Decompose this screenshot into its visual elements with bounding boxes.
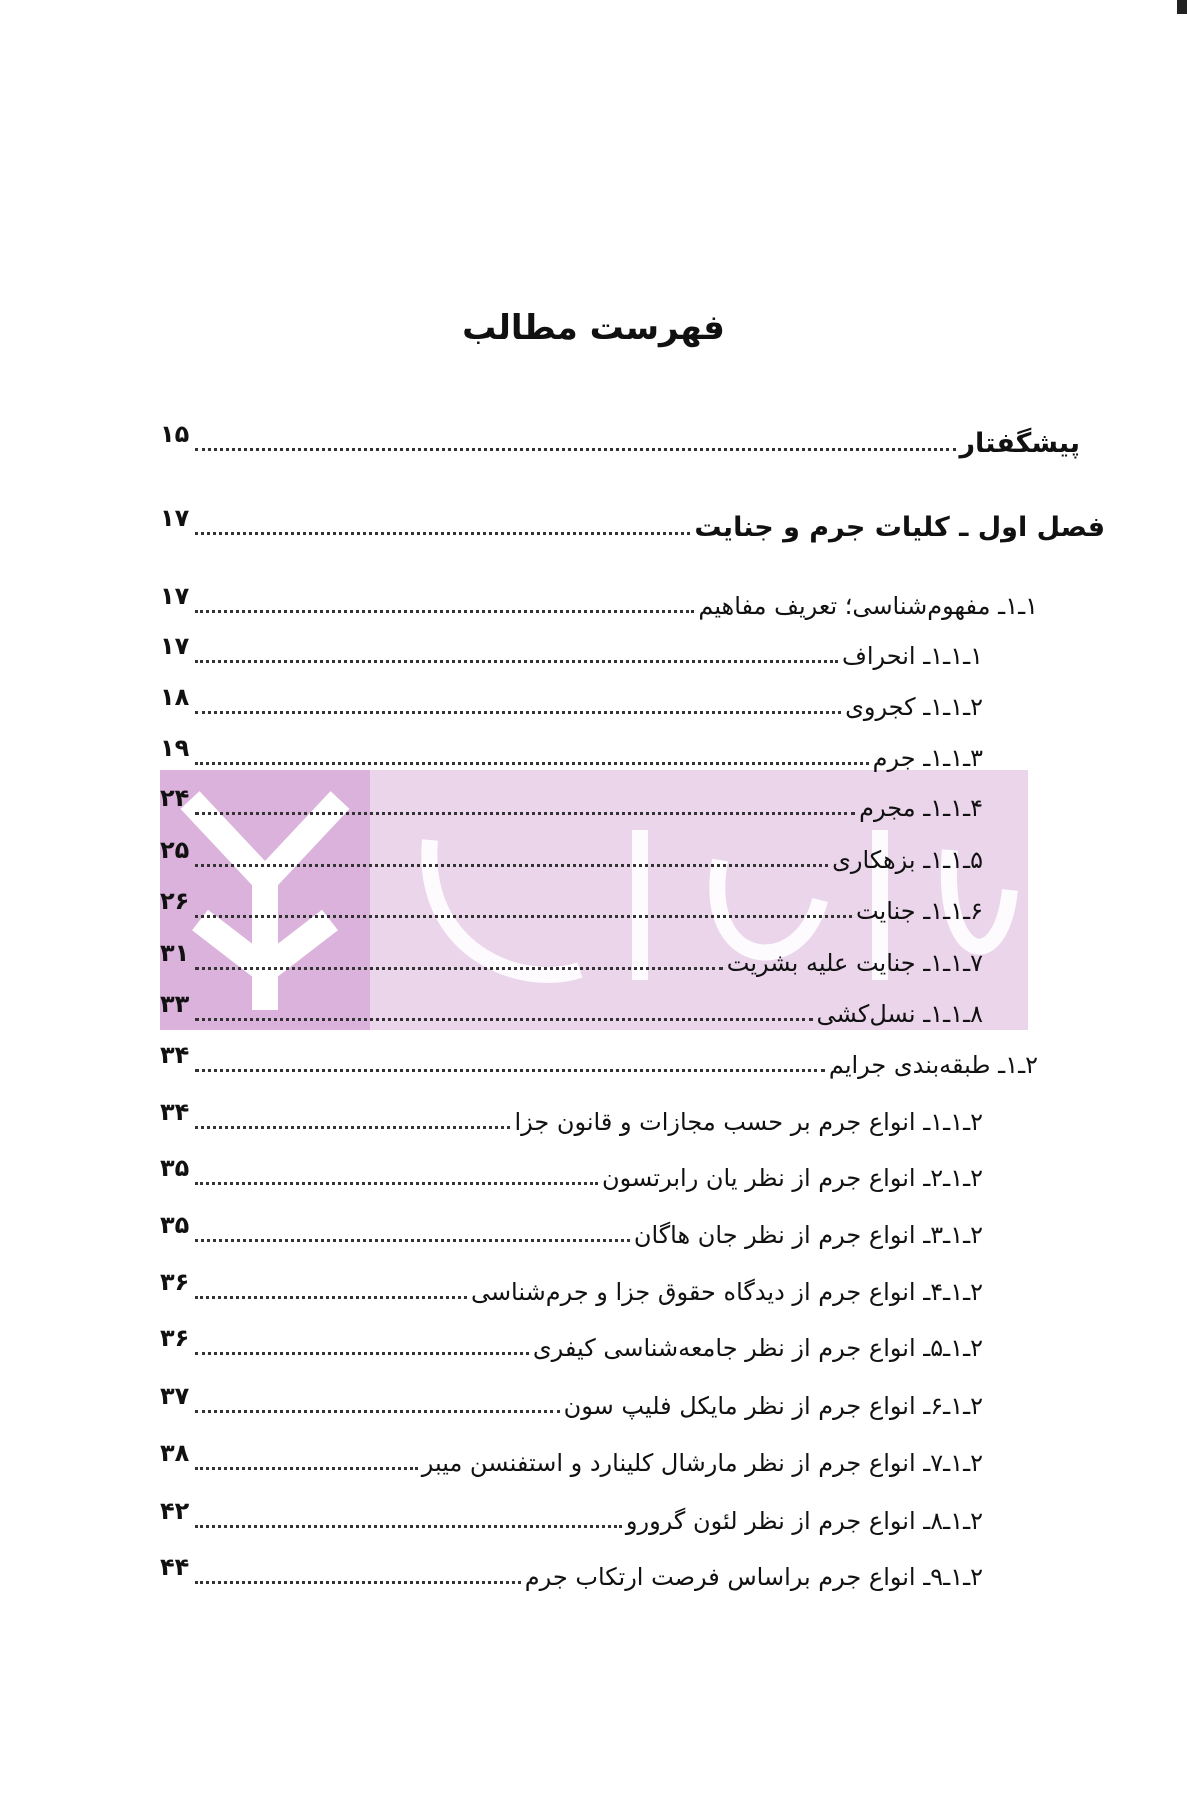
entry-title: ۲ـ۱ـ۴ـ انواع جرم از دیدگاه حقوق جزا و جرم‌شناسی xyxy=(470,1278,983,1306)
entry-title: ۲ـ۱ـ۲ـ انواع جرم از نظر یان رابرتسون xyxy=(602,1164,983,1192)
toc-entry xyxy=(160,1096,983,1138)
toc-entry xyxy=(160,1551,983,1593)
entry-page-number: ۳۵ xyxy=(160,1154,190,1182)
dot-leader xyxy=(195,610,694,613)
entry-title: ۲ـ۱ـ طبقه‌بندی جرایم xyxy=(828,1051,1038,1079)
toc-entry xyxy=(160,1437,983,1479)
toc-entry xyxy=(160,580,1038,622)
entry-title: ۲ـ۱ـ۸ـ انواع جرم از نظر لئون گرورو xyxy=(625,1507,983,1535)
dot-leader xyxy=(195,711,841,714)
entry-title: ۸ـ۱ـ۱ـ نسل‌کشی xyxy=(816,1000,983,1028)
dot-leader xyxy=(195,448,955,451)
entry-page-number: ۳۶ xyxy=(160,1324,190,1352)
dot-leader xyxy=(195,915,852,918)
dot-leader xyxy=(195,864,828,867)
page-title: فهرست مطالب xyxy=(462,308,725,348)
entry-page-number: ۳۴ xyxy=(160,1041,190,1069)
entry-page-number: ۱۷ xyxy=(160,632,190,660)
toc-entry xyxy=(160,782,983,824)
entry-title: ۵ـ۱ـ۱ـ بزهکاری xyxy=(832,846,983,874)
dot-leader xyxy=(195,1239,630,1242)
entry-title: ۱ـ۱ـ۱ـ انحراف xyxy=(841,642,983,670)
dot-leader xyxy=(195,1018,812,1021)
toc-entry xyxy=(160,1152,983,1194)
toc-entry xyxy=(160,937,983,979)
entry-page-number: ۳۳ xyxy=(160,990,190,1018)
entry-title: ۲ـ۱ـ۷ـ انواع جرم از نظر مارشال کلینارد و استفنسن میبر xyxy=(421,1449,983,1477)
entry-page-number: ۳۸ xyxy=(160,1439,190,1467)
dot-leader xyxy=(195,1525,622,1528)
entry-page-number: ۴۲ xyxy=(160,1497,190,1525)
toc-entry xyxy=(160,630,983,672)
toc-entry xyxy=(160,834,983,876)
toc-entry xyxy=(160,1495,983,1537)
entry-page-number: ۳۴ xyxy=(160,1098,190,1126)
entry-page-number: ۲۶ xyxy=(160,887,190,915)
entry-page-number: ۱۷ xyxy=(160,504,190,532)
dot-leader xyxy=(195,1467,417,1470)
entry-page-number: ۱۷ xyxy=(160,582,190,610)
dot-leader xyxy=(195,762,868,765)
dot-leader xyxy=(195,1182,598,1185)
entry-title: پیشگفتار xyxy=(959,428,1080,459)
entry-page-number: ۱۸ xyxy=(160,683,190,711)
toc-entry xyxy=(160,1266,983,1308)
dot-leader xyxy=(195,660,838,663)
entry-title: ۳ـ۱ـ۱ـ جرم xyxy=(872,744,983,772)
entry-page-number: ۳۵ xyxy=(160,1211,190,1239)
entry-page-number: ۳۱ xyxy=(160,939,190,967)
dot-leader xyxy=(195,1069,825,1072)
entry-title: ۴ـ۱ـ۱ـ مجرم xyxy=(859,794,983,822)
entry-page-number: ۴۴ xyxy=(160,1553,190,1581)
toc-entry xyxy=(160,988,983,1030)
dot-leader xyxy=(195,1352,529,1355)
entry-title: ۷ـ۱ـ۱ـ جنایت علیه بشریت xyxy=(726,949,983,977)
entry-title: ۲ـ۱ـ۳ـ انواع جرم از نظر جان هاگان xyxy=(633,1221,983,1249)
dot-leader xyxy=(195,1126,510,1129)
entry-title: ۱ـ۱ـ مفهوم‌شناسی؛ تعریف مفاهیم xyxy=(698,592,1038,620)
dot-leader xyxy=(195,1296,467,1299)
entry-page-number: ۲۴ xyxy=(160,784,190,812)
dot-leader xyxy=(195,967,722,970)
entry-title: ۶ـ۱ـ۱ـ جنایت xyxy=(855,897,983,925)
toc-entry xyxy=(160,1039,1038,1081)
entry-page-number: ۱۹ xyxy=(160,734,190,762)
entry-page-number: ۲۵ xyxy=(160,836,190,864)
dot-leader xyxy=(195,532,690,535)
entry-title: ۲ـ۱ـ۹ـ انواع جرم براساس فرصت ارتکاب جرم xyxy=(524,1563,983,1591)
entry-page-number: ۳۷ xyxy=(160,1382,190,1410)
entry-page-number: ۳۶ xyxy=(160,1268,190,1296)
entry-page-number: ۱۵ xyxy=(160,420,190,448)
entry-title: فصل اول ـ کلیات جرم و جنایت xyxy=(694,512,1105,543)
entry-title: ۲ـ۱ـ۶ـ انواع جرم از نظر مایکل فلیپ سون xyxy=(563,1392,983,1420)
entry-title: ۲ـ۱ـ۱ـ انواع جرم بر حسب مجازات و قانون جزا xyxy=(514,1108,983,1136)
entry-title: ۲ـ۱ـ۱ـ کجروی xyxy=(845,693,983,721)
dot-leader xyxy=(195,1581,520,1584)
toc-entry xyxy=(160,681,983,723)
toc-entry xyxy=(160,1380,983,1422)
dot-leader xyxy=(195,812,855,815)
toc-entry xyxy=(160,732,983,774)
dot-leader xyxy=(195,1410,559,1413)
toc-entry xyxy=(160,418,1080,460)
toc-entry xyxy=(160,502,1105,544)
toc-entry xyxy=(160,1322,983,1364)
entry-title: ۲ـ۱ـ۵ـ انواع جرم از نظر جامعه‌شناسی کیفری xyxy=(532,1334,983,1362)
toc-entry xyxy=(160,1209,983,1251)
toc-entry xyxy=(160,885,983,927)
